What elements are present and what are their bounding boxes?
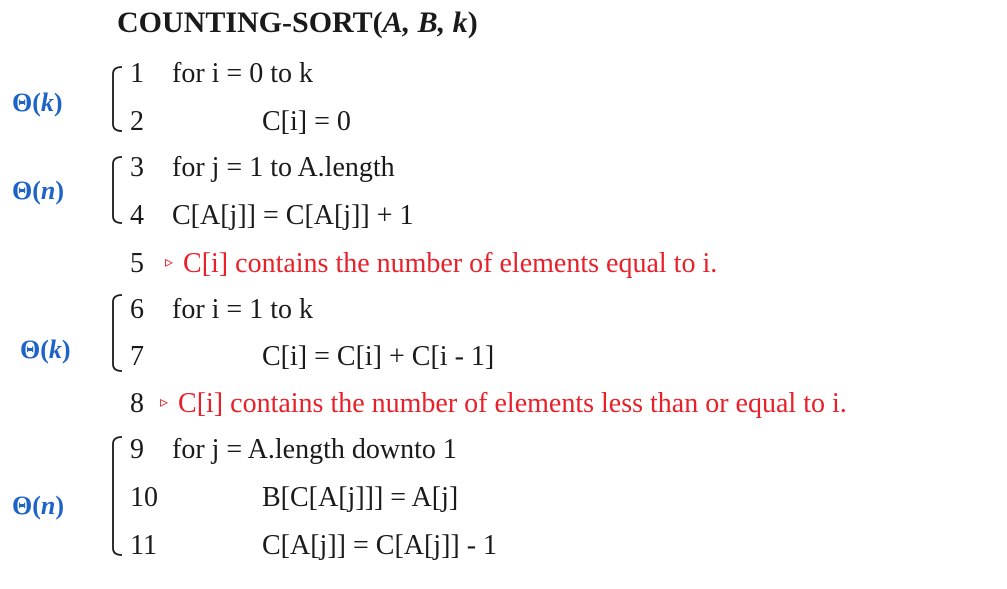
line-number: 5 (130, 248, 144, 279)
line-code: C[A[j]] = C[A[j]] - 1 (262, 530, 498, 561)
line-code: for i = 0 to k (172, 58, 313, 89)
comment-triangle-icon: ▹ (165, 253, 174, 271)
line-number: 9 (130, 434, 144, 465)
comment-triangle-icon: ▹ (160, 393, 169, 411)
cost-label-count: Θ(n) (12, 176, 65, 205)
comment-text: ▹ C[i] contains the number of elements less than or equal to i. (160, 387, 847, 423)
line-code: C[A[j]] = C[A[j]] + 1 (172, 200, 414, 231)
line-code: C[i] = C[i] + C[i - 1] (262, 341, 495, 372)
line-code: for j = 1 to A.length (172, 152, 395, 183)
brace-group-1 (106, 64, 126, 134)
line-number: 7 (130, 341, 144, 372)
brace-group-2 (106, 154, 126, 226)
line-code: for i = 1 to k (172, 294, 313, 325)
brace-group-3 (106, 292, 126, 374)
comment-text: ▹ C[i] contains the number of elements equal to i. (165, 247, 717, 283)
line-code: for j = A.length downto 1 (172, 434, 457, 465)
line-number: 2 (130, 106, 144, 137)
algorithm-params: A, B, k (382, 6, 468, 39)
line-number: 3 (130, 152, 144, 183)
algorithm-name: COUNTING-SORT (117, 6, 373, 39)
line-number: 1 (130, 58, 144, 89)
line-number: 4 (130, 200, 144, 231)
cost-label-placement: Θ(n) (12, 491, 65, 520)
line-number: 10 (130, 482, 158, 513)
line-code: B[C[A[j]]] = A[j] (262, 482, 459, 513)
cost-label-init: Θ(k) (12, 88, 63, 117)
line-number: 8 (130, 388, 144, 419)
brace-group-4 (106, 434, 126, 558)
line-number: 11 (130, 530, 157, 561)
algorithm-title: COUNTING-SORT(A, B, k) (117, 6, 478, 39)
line-number: 6 (130, 294, 144, 325)
cost-label-prefix-sum: Θ(k) (20, 335, 71, 364)
line-code: C[i] = 0 (262, 106, 351, 137)
